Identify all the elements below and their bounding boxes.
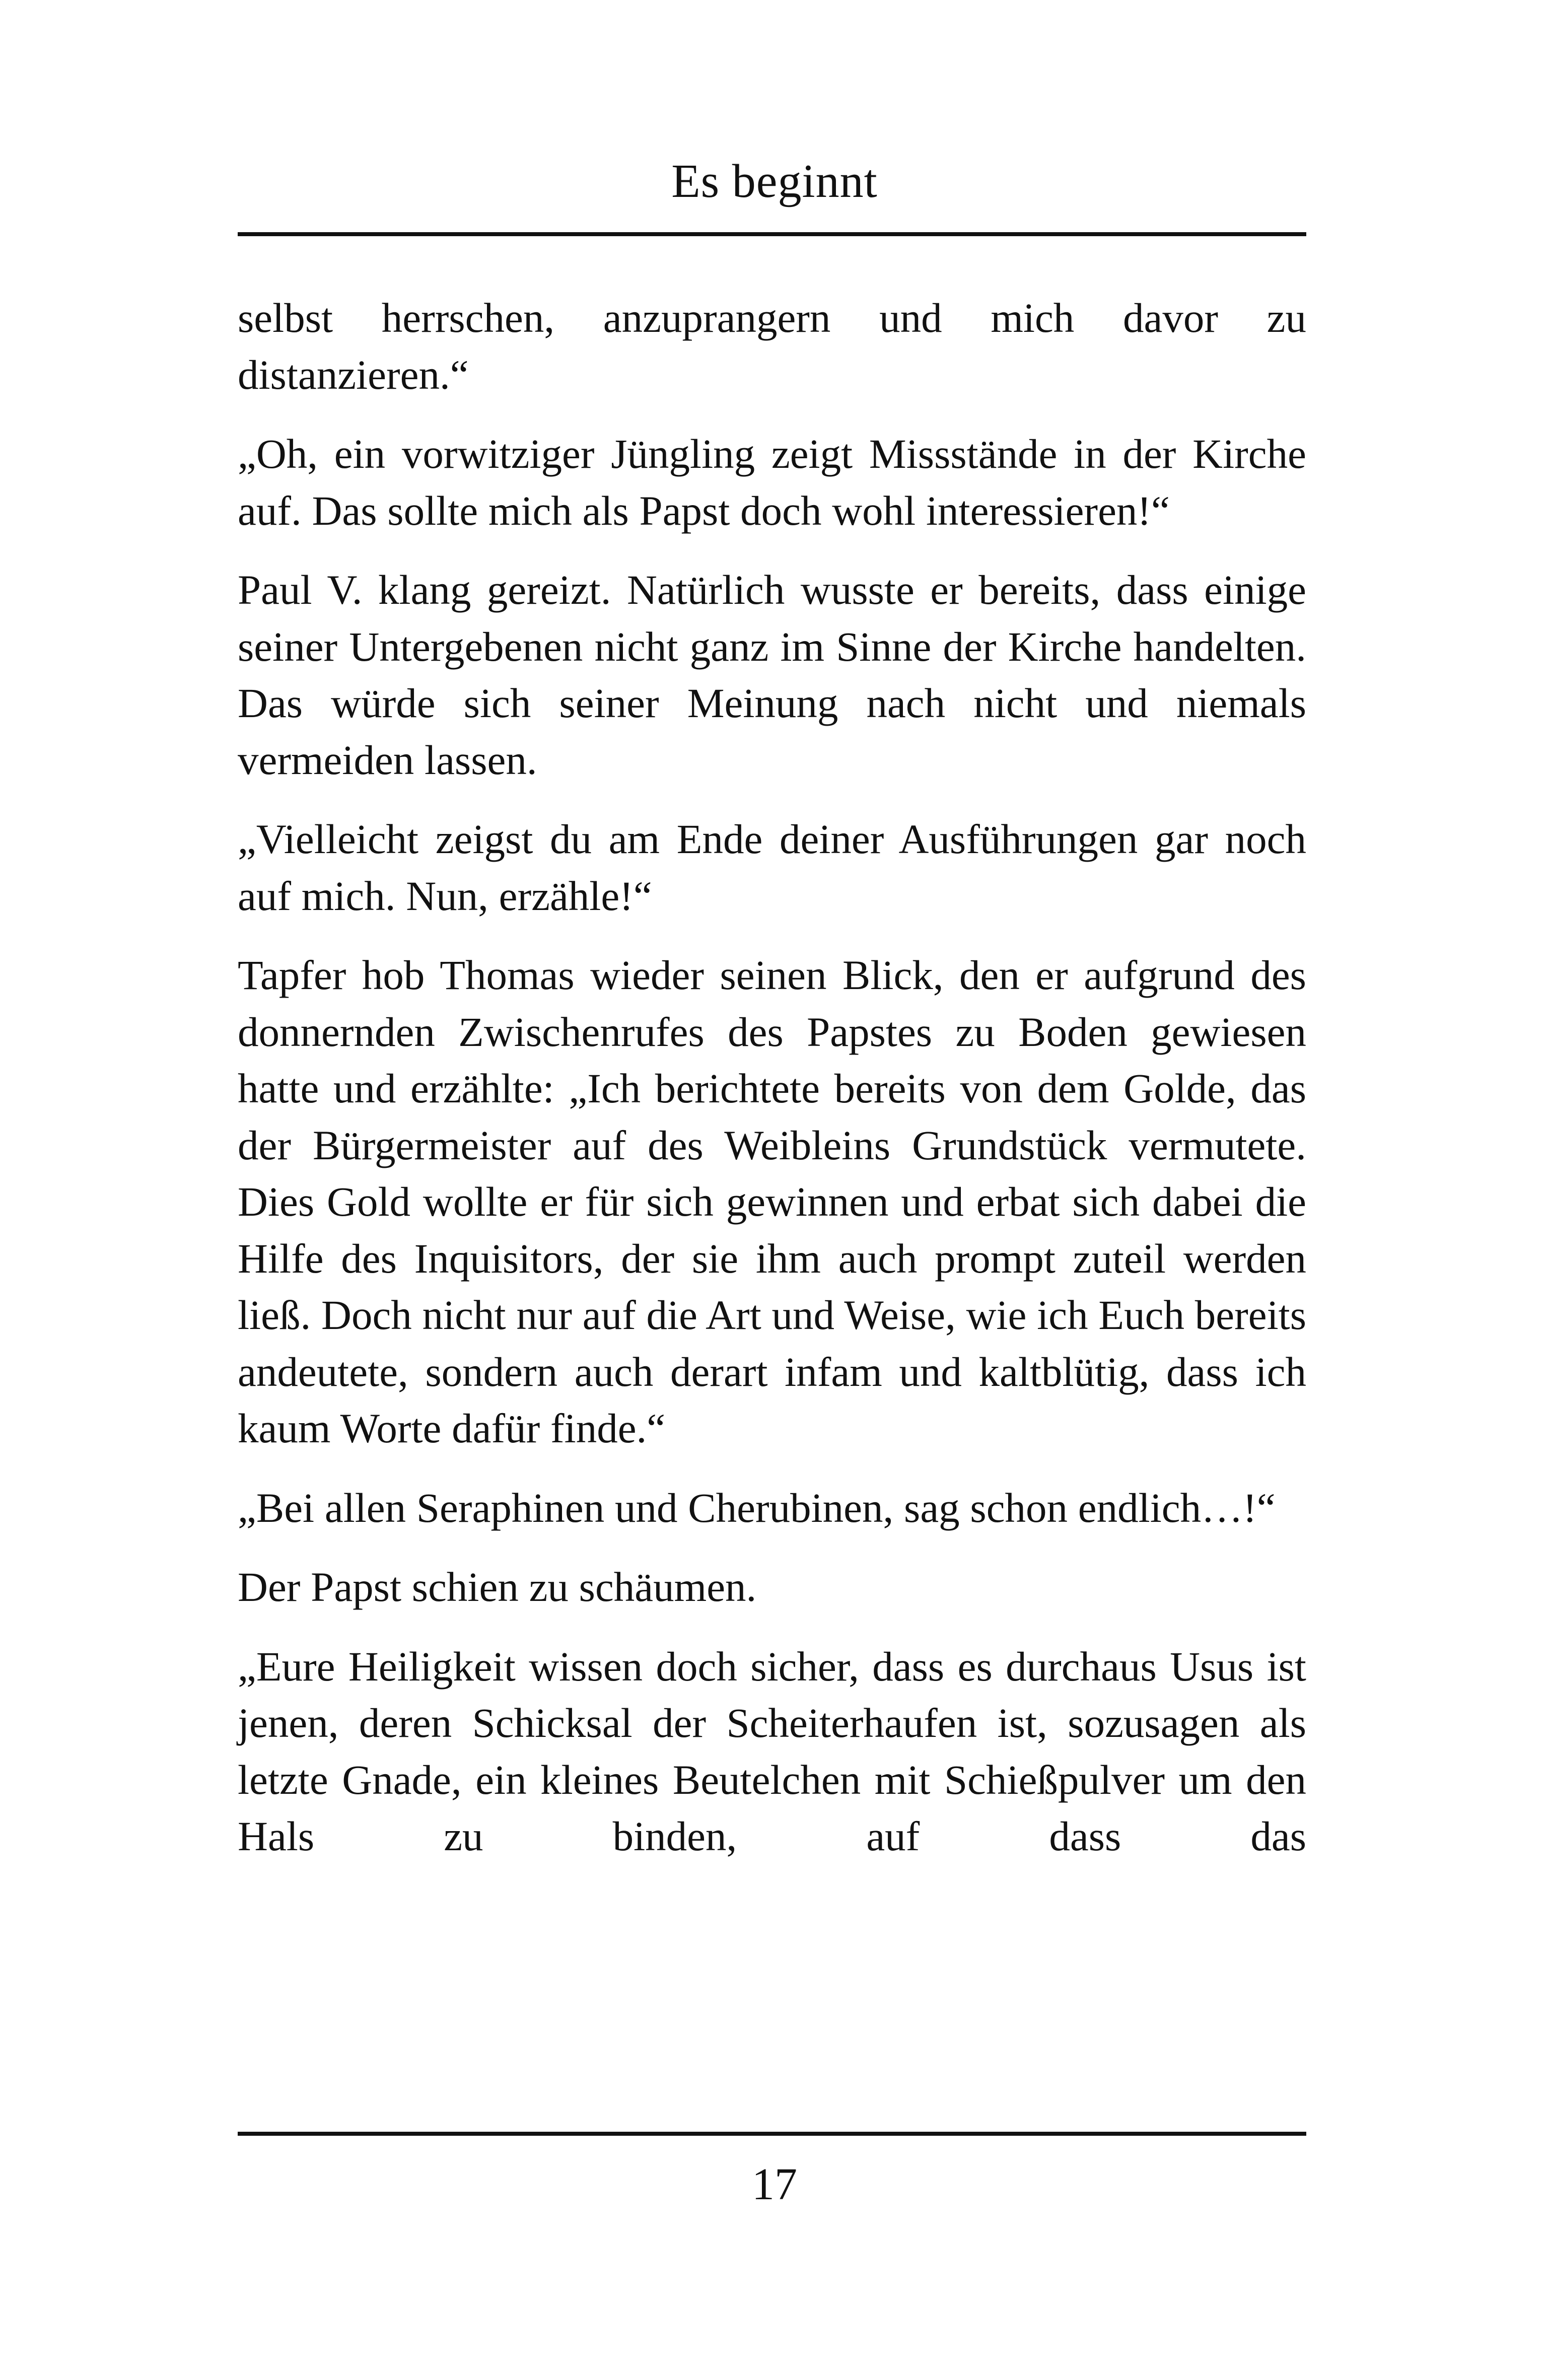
header-rule <box>238 232 1306 236</box>
paragraph: „Bei allen Seraphinen und Cherubinen, sag schon endlich…!“ <box>238 1484 1276 1531</box>
page-number: 17 <box>752 2159 797 2209</box>
paragraph: Paul V. klang gereizt. Natürlich wusste er bereits, dass einige seiner Untergebenen nicht ganz im Sinne der Kirche handelten. Das würde sich seiner Meinung nach nicht und niemals vermeiden lassen. <box>238 567 1306 783</box>
body-text <box>238 290 1306 1865</box>
paragraph: „Vielleicht zeigst du am Ende deiner Ausführungen gar noch auf mich. Nun, erzähle!“ <box>238 816 1306 919</box>
paragraph: Tapfer hob Thomas wieder seinen Blick, den er aufgrund des donnernden Zwischenrufes des Papstes zu Boden gewiesen hatte und erzählte: „Ich berichtete bereits von dem Golde, das der Bürgermeister auf des Weibleins Grundstück vermutete. Dies Gold wollte er für sich gewinnen und erbat sich dabei die Hilfe des Inquisitors, der sie ihm auch prompt zuteil werden ließ. Doch nicht nur auf die Art und Weise, wie ich Euch bereits andeutete, sondern auch derart infam und kaltblütig, dass ich kaum Worte dafür finde.“ <box>238 952 1306 1451</box>
paragraph: Der Papst schien zu schäumen. <box>238 1564 757 1610</box>
paragraph: selbst herrschen, anzuprangern und mich davor zu distanzieren.“ <box>238 295 1306 398</box>
running-header: Es beginnt <box>671 155 878 207</box>
paragraph: „Oh, ein vorwitziger Jüngling zeigt Missstände in der Kirche auf. Das sollte mich als Papst doch wohl interessieren!“ <box>238 431 1306 534</box>
footer-rule <box>238 2132 1306 2136</box>
paragraph: „Eure Heiligkeit wissen doch sicher, dass es durchaus Usus ist jenen, deren Schicksal der Scheiterhaufen ist, sozusagen als letzte Gnade, ein kleines Beutelchen mit Schießpulver um den Hals zu binden, auf dass das <box>238 1643 1306 1859</box>
